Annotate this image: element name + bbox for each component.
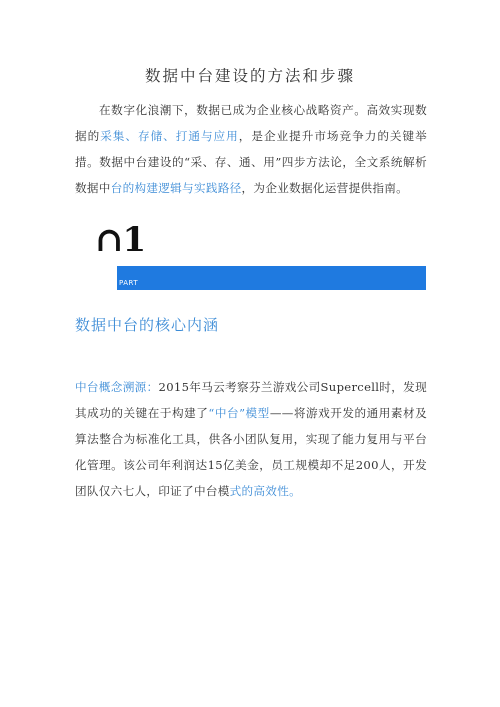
intro-highlight-2: 台的构建逻辑与实践路径	[110, 181, 242, 195]
body-text-2: ——将游戏开发的通用素材及算法整合为标准化工具，供各小团队复用，实现了能力复用与平台化管理。该公司年利润达15亿美金，员工规模却不足200人，开发团队仅六七人，印证了中台模	[75, 406, 428, 498]
intro-text-1: 在数字化浪潮下，数据已成为企业核心战略资产。高效实现数据的	[75, 103, 427, 143]
intro-paragraph	[75, 97, 427, 201]
document-title: 数据中台建设的方法和步骤	[144, 67, 355, 85]
body-paragraph	[75, 374, 427, 504]
body-text-1: 2015年马云考察芬兰游戏公司Supercell时，发现其成功的关键在于构建了	[75, 380, 427, 420]
body-highlight-2: “中台”模型	[208, 406, 270, 420]
section-heading: 数据中台的核心内涵	[75, 316, 220, 334]
intro-highlight-1: 采集、存储、打通与应用	[100, 129, 239, 143]
part-number: ∩1	[95, 220, 146, 260]
body-highlight-1: 中台概念溯源：	[75, 380, 159, 394]
intro-text-2: ，是企业提升市场竞争力的关键举措。数据中台建设的“采、存、通、用”四步方法论，全文系统解析数据中	[75, 129, 427, 195]
part-banner	[117, 266, 426, 290]
body-highlight-3: 式的高效性。	[229, 484, 301, 498]
part-label: PART	[119, 279, 139, 287]
intro-text-3: ，为企业数据化运营提供指南。	[241, 181, 409, 195]
